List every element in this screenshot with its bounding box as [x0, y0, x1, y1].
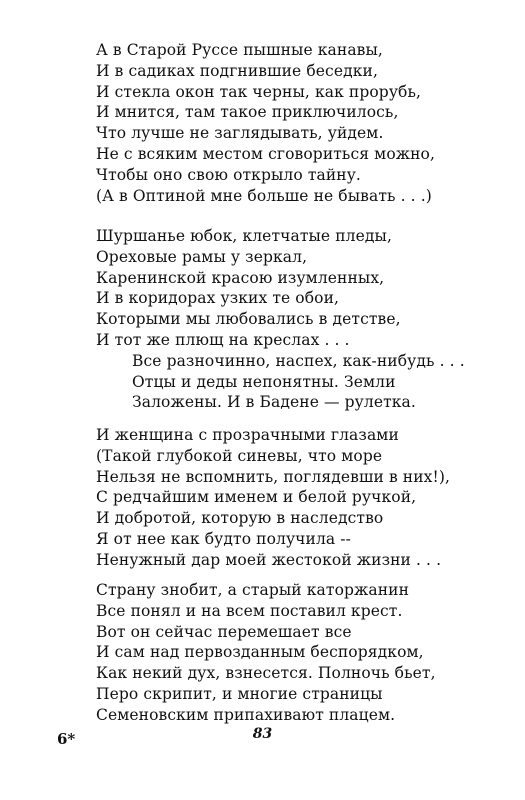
poem-line: Ореховые рамы у зеркал,	[96, 247, 308, 266]
poem-line-indented: Заложены. И в Бадене — рулетка.	[132, 393, 416, 412]
poem-line: Шуршанье юбок, клетчатые пледы,	[96, 227, 392, 245]
poem-line: Как некий дух, взнесется. Полночь бьет,	[96, 664, 436, 683]
poem-line: И сам над первозданным беспорядком,	[96, 643, 424, 662]
poem-line: А в Старой Руссе пышные канавы,	[96, 41, 383, 59]
poem-line: Семеновским припахивают плацем.	[96, 705, 396, 724]
poem-line: И стекла окон так черны, как прорубь,	[96, 82, 422, 101]
poem-line: Нельзя не вспомнить, поглядевши в них!),	[96, 467, 450, 486]
poem-line: И тот же плющ на креслах . . .	[96, 330, 350, 349]
poem-line: Чтобы оно свою открыло тайну.	[96, 165, 361, 184]
poem-line: Которыми мы любовались в детстве,	[96, 310, 401, 329]
stanza-2	[96, 226, 516, 413]
poem-line: И женщина с прозрачными глазами	[96, 426, 399, 444]
poem-line: Не с всяким местом сговориться можно,	[96, 144, 435, 163]
poem-line: И добротой, которую в наследство	[96, 509, 384, 528]
poem-line: Страну знобит, а старый каторжанин	[96, 581, 410, 599]
poem-line: Ненужный дар моей жестокой жизни . . .	[96, 550, 442, 569]
poem-line: Что лучше не заглядывать, уйдем.	[96, 124, 384, 143]
poem-line: Я от нее как будто получила --	[96, 529, 351, 548]
stanza-4	[96, 580, 516, 726]
poem-line: (Такой глубокой синевы, что море	[96, 446, 383, 465]
poem-line: Перо скрипит, и многие страницы	[96, 684, 383, 703]
poem-line-indented: Все разночинно, наспех, как-нибудь . . .	[132, 351, 465, 370]
poem-line: И в коридорах узких те обои,	[96, 289, 340, 308]
poem-line: С редчайшим именем и белой ручкой,	[96, 488, 417, 507]
stanza-1	[96, 40, 516, 206]
poem-line: Вот он сейчас перемешает все	[96, 622, 352, 641]
page-number: 83	[252, 726, 273, 742]
poem-line: Каренинской красою изумленных,	[96, 268, 385, 287]
poem-line: (А в Оптиной мне больше не бывать . . .)	[96, 186, 432, 205]
printer-signature-mark: 6*	[57, 730, 76, 748]
poem-line-indented: Отцы и деды непонятны. Земли	[132, 372, 396, 391]
poem-line: И мнится, там такое приключилось,	[96, 103, 399, 122]
poem-line: Все понял и на всем поставил крест.	[96, 601, 403, 620]
poem-line: И в садиках подгнившие беседки,	[96, 61, 378, 80]
stanza-3	[96, 425, 516, 571]
